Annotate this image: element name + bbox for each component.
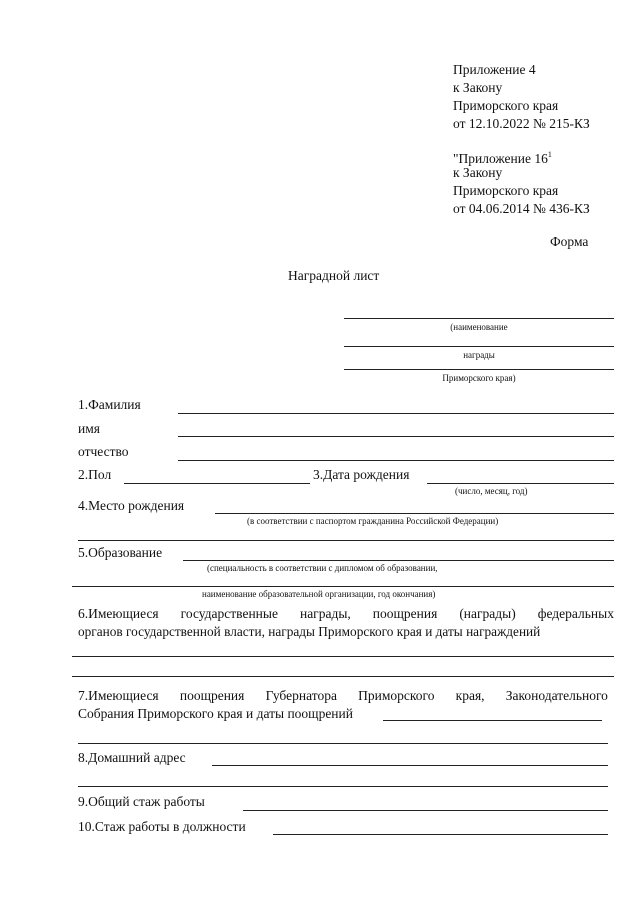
appendix-16-date-line: от 04.06.2014 № 436-КЗ: [453, 201, 590, 216]
appendix-4-line: Приложение 4: [453, 62, 536, 77]
appendix-16-region-line: Приморского края: [453, 183, 559, 198]
surname-label: 1.Фамилия: [78, 397, 141, 412]
appendix-4-law-line: к Закону: [453, 80, 503, 95]
education-hint-1: (специальность в соответствии с дипломом об образовании,: [207, 563, 438, 573]
position-experience-label: 10.Стаж работы в должности: [78, 819, 246, 834]
appendix-4-region-line: Приморского края: [453, 98, 559, 113]
awards-label-line2: органов государственной власти, награды Приморского края и даты награждений: [78, 624, 541, 639]
form-label: Форма: [550, 234, 589, 249]
awards-field-2[interactable]: [72, 676, 614, 677]
patronymic-label: отчество: [78, 444, 129, 459]
award-hint-region: Приморского края): [442, 373, 516, 383]
awards-word: государственные: [180, 606, 278, 621]
governor-field-1[interactable]: [383, 720, 602, 721]
awards-word: награды,: [299, 606, 351, 621]
governor-word: Законодательного: [505, 688, 608, 703]
education-field[interactable]: [183, 560, 614, 561]
birth-place-hint: (в соответствии с паспортом гражданина Российской Федерации): [247, 516, 499, 526]
birth-date-label: 3.Дата рождения: [313, 467, 410, 482]
award-name-line-2[interactable]: [344, 346, 614, 347]
birth-place-field-2[interactable]: [78, 540, 614, 541]
birth-place-label: 4.Место рождения: [78, 498, 185, 513]
governor-label-line2: Собрания Приморского края и даты поощрений: [78, 706, 353, 721]
governor-field-2[interactable]: [78, 743, 608, 744]
awards-word: (награды): [459, 606, 516, 621]
home-address-field-2[interactable]: [78, 786, 608, 787]
governor-word: Приморского: [358, 688, 435, 703]
awards-word: 6.Имеющиеся: [78, 606, 159, 621]
education-field-2[interactable]: [72, 586, 614, 587]
awards-label-line1: [78, 604, 614, 623]
award-hint-name: (наименование: [450, 322, 508, 332]
birth-date-field[interactable]: [427, 483, 614, 484]
patronymic-field[interactable]: [178, 460, 614, 461]
appendix-16-law-line: к Закону: [453, 165, 503, 180]
birth-place-field[interactable]: [215, 513, 614, 514]
appendix-4-date-line: от 12.10.2022 № 215-КЗ: [453, 116, 590, 131]
surname-field[interactable]: [178, 413, 614, 414]
awards-word: федеральных: [537, 606, 614, 621]
governor-word: поощрения: [179, 688, 245, 703]
appendix-16-sup: 1: [547, 150, 552, 159]
education-label: 5.Образование: [78, 545, 163, 560]
education-hint-2: наименование образовательной организации, год окончания): [202, 589, 436, 599]
document-title: Наградной лист: [288, 268, 380, 283]
sex-field[interactable]: [124, 483, 310, 484]
name-label: имя: [78, 421, 100, 436]
name-field[interactable]: [178, 436, 614, 437]
home-address-label: 8.Домашний адрес: [78, 750, 186, 765]
governor-word: 7.Имеющиеся: [78, 688, 159, 703]
birth-date-hint: (число, месяц, год): [455, 486, 528, 496]
award-hint-award: награды: [463, 350, 495, 360]
awards-field-1[interactable]: [72, 656, 614, 657]
governor-label-line1: [78, 686, 608, 705]
award-name-line-1[interactable]: [344, 318, 614, 319]
awards-word: поощрения: [372, 606, 438, 621]
position-experience-field[interactable]: [273, 834, 608, 835]
award-name-line-3[interactable]: [344, 369, 614, 370]
home-address-field[interactable]: [212, 765, 608, 766]
governor-word: края,: [455, 688, 485, 703]
governor-word: Губернатора: [265, 688, 337, 703]
appendix-16-text: "Приложение 16: [453, 151, 548, 166]
total-experience-field[interactable]: [243, 810, 608, 811]
total-experience-label: 9.Общий стаж работы: [78, 794, 205, 809]
sex-label: 2.Пол: [78, 467, 112, 482]
